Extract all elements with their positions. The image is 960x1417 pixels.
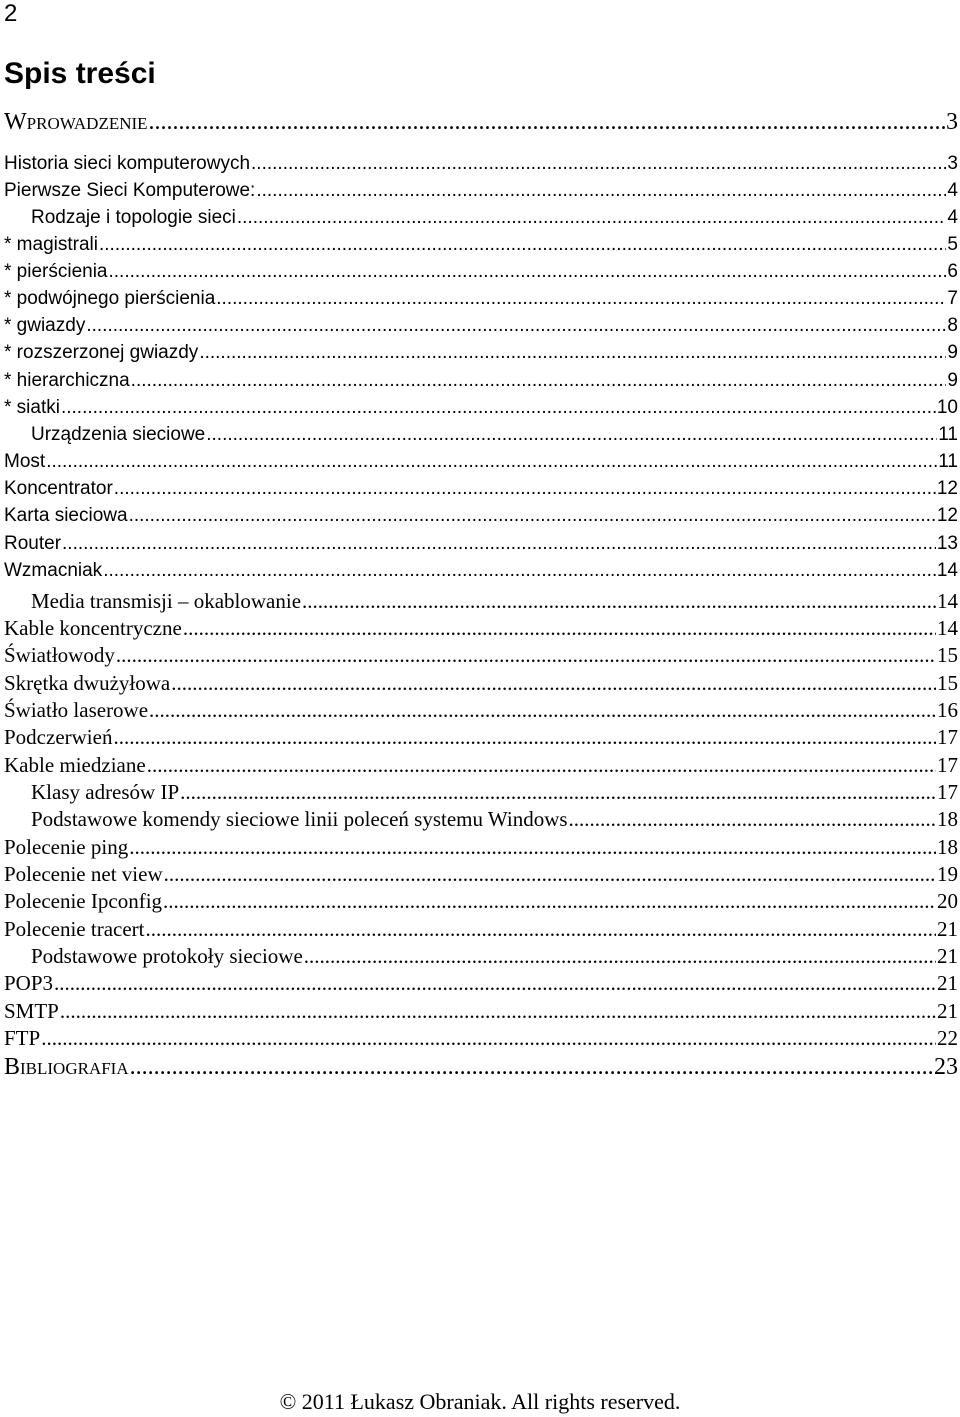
dot-leader <box>199 340 946 366</box>
toc-entry-label: Polecenie Ipconfig <box>4 889 163 913</box>
toc-entry[interactable] <box>4 286 958 312</box>
dot-leader <box>113 724 936 750</box>
toc-entry[interactable] <box>4 368 958 394</box>
toc-entry[interactable] <box>4 943 958 969</box>
toc-entry-page: 16 <box>937 698 958 722</box>
toc-entry-page: 15 <box>937 671 958 695</box>
toc-entry-label: Podstawowe protokoły sieciowe <box>31 944 303 968</box>
toc-entry-page: 11 <box>938 451 958 472</box>
dot-leader <box>302 588 936 614</box>
toc-entry[interactable] <box>4 670 958 696</box>
toc-entry-label: Karta sieciowa <box>4 505 128 526</box>
toc-entry[interactable] <box>4 916 958 942</box>
dot-leader <box>164 861 936 887</box>
toc-entry-page: 8 <box>947 315 958 336</box>
toc-entry-label: * rozszerzonej gwiazdy <box>4 342 199 363</box>
dot-leader <box>569 806 936 832</box>
toc-entry[interactable] <box>4 697 958 723</box>
toc-entry-page: 12 <box>936 505 958 526</box>
toc-entry-label: Koncentrator <box>4 478 113 499</box>
dot-leader <box>54 970 936 996</box>
toc-entry-page: 14 <box>937 589 958 613</box>
dot-leader <box>62 531 936 557</box>
dot-leader <box>103 558 936 584</box>
toc-entry[interactable] <box>4 998 958 1024</box>
toc-entry-label: Wzmacniak <box>4 560 103 581</box>
toc-entry[interactable] <box>4 340 958 366</box>
toc-title: Spis treści <box>4 57 156 90</box>
toc-entry-page: 22 <box>937 1026 958 1050</box>
toc-entry-page: 7 <box>947 288 958 309</box>
dot-leader <box>251 151 946 177</box>
dot-leader <box>60 998 936 1024</box>
toc-entry-page: 17 <box>937 753 958 777</box>
dot-leader <box>86 313 946 339</box>
toc-entry-label: FTP <box>4 1026 41 1050</box>
toc-entry-label: Polecenie tracert <box>4 917 145 941</box>
toc-entry[interactable] <box>4 834 958 860</box>
toc-entry-label: * magistrali <box>4 234 98 255</box>
toc-entry-label: Historia sieci komputerowych <box>4 153 251 174</box>
toc-entry-label: Wprowadzenie <box>4 109 148 135</box>
toc-entry-page: 21 <box>937 944 958 968</box>
toc-entry-label: Most <box>4 451 46 472</box>
toc-entry[interactable] <box>4 970 958 996</box>
toc-entry[interactable] <box>4 395 958 421</box>
toc-entry-page: 9 <box>947 342 958 363</box>
dot-leader <box>163 888 936 914</box>
toc-entry-label: Router <box>4 533 62 554</box>
toc-entry-label: SMTP <box>4 999 59 1023</box>
dot-leader <box>61 395 936 421</box>
dot-leader <box>116 642 936 668</box>
dot-leader <box>131 368 947 394</box>
toc-entry-label: Kable koncentryczne <box>4 616 182 640</box>
toc-entry-label: * siatki <box>4 397 60 418</box>
toc-entry-label: * hierarchiczna <box>4 370 130 391</box>
toc-entry[interactable] <box>4 449 958 475</box>
dot-leader <box>129 503 936 529</box>
toc-entry[interactable] <box>4 588 958 614</box>
toc-entry-label: Klasy adresów IP <box>31 780 180 804</box>
toc-entry-page: 15 <box>937 643 958 667</box>
toc-entry-label: Urządzenia sieciowe <box>31 424 206 445</box>
dot-leader <box>180 779 936 805</box>
toc-entry-page: 19 <box>937 862 958 886</box>
toc-entry-label: Światłowody <box>4 643 115 667</box>
toc-entry-label: Światło laserowe <box>4 698 149 722</box>
page-number: 2 <box>4 0 18 27</box>
toc-entry-label: Bibliografia <box>4 1054 129 1080</box>
toc-entry-label: Rodzaje i topologie sieci <box>31 207 236 228</box>
toc-entry-label: Pierwsze Sieci Komputerowe: <box>4 180 256 201</box>
toc-entry-label: POP3 <box>4 971 54 995</box>
toc-entry[interactable] <box>4 642 958 668</box>
dot-leader <box>149 697 936 723</box>
dot-leader <box>109 259 947 285</box>
toc-entry-label: Kable miedziane <box>4 753 146 777</box>
toc-entry-label: Podstawowe komendy sieciowe linii poleceń systemu Windows <box>31 807 568 831</box>
toc-entry-page: 21 <box>937 971 958 995</box>
dot-leader <box>146 916 937 942</box>
toc-entry-page: 11 <box>938 424 958 445</box>
toc-entry-page: 3 <box>946 109 958 135</box>
dot-leader <box>149 107 945 137</box>
toc-entry-label: Skrętka dwużyłowa <box>4 671 171 695</box>
toc-entry[interactable] <box>4 151 958 177</box>
toc-entry-label: * pierścienia <box>4 261 108 282</box>
toc-entry[interactable] <box>4 107 958 137</box>
dot-leader <box>237 205 947 231</box>
toc-entry-page: 9 <box>947 370 958 391</box>
dot-leader <box>206 422 937 448</box>
toc-entry[interactable] <box>4 476 958 502</box>
toc-entry-page: 23 <box>934 1054 958 1080</box>
toc-entry-page: 4 <box>947 207 958 228</box>
toc-entry-page: 14 <box>936 560 958 581</box>
dot-leader <box>171 670 936 696</box>
toc-entry[interactable] <box>4 888 958 914</box>
toc-entry-page: 21 <box>937 999 958 1023</box>
toc-entry-page: 18 <box>937 835 958 859</box>
toc-entry-label: Media transmisji – okablowanie <box>31 589 302 613</box>
toc-entry[interactable] <box>4 861 958 887</box>
toc-entry[interactable] <box>4 422 958 448</box>
toc-entry-page: 17 <box>937 725 958 749</box>
toc-entry-page: 20 <box>937 889 958 913</box>
toc-entry[interactable] <box>4 752 958 778</box>
copyright-footer: © 2011 Łukasz Obraniak. All rights reserved. <box>279 1389 681 1414</box>
toc-entry-label: Podczerwień <box>4 725 113 749</box>
toc-entry-page: 14 <box>937 616 958 640</box>
toc-entry-label: * gwiazdy <box>4 315 86 336</box>
toc-entry-page: 4 <box>947 180 958 201</box>
toc-entry-label: Polecenie ping <box>4 835 129 859</box>
dot-leader <box>46 449 937 475</box>
toc-entry-page: 6 <box>947 261 958 282</box>
toc-entry-page: 10 <box>936 397 958 418</box>
toc-entry-page: 12 <box>936 478 958 499</box>
toc-entry-page: 21 <box>937 917 958 941</box>
toc-entry-label: Polecenie net view <box>4 862 163 886</box>
toc-entry[interactable] <box>4 313 958 339</box>
dot-leader <box>216 286 946 312</box>
toc-entry-page: 5 <box>947 234 958 255</box>
dot-leader <box>129 834 936 860</box>
toc-entry[interactable] <box>4 615 958 641</box>
dot-leader <box>147 752 936 778</box>
toc-entry[interactable] <box>4 1025 958 1051</box>
dot-leader <box>256 178 946 204</box>
toc-entry[interactable] <box>4 724 958 750</box>
toc-entry[interactable] <box>4 232 958 258</box>
toc-entry-label: * podwójnego pierścienia <box>4 288 216 309</box>
toc-entry[interactable] <box>4 806 958 832</box>
dot-leader <box>304 943 936 969</box>
toc-entry-page: 17 <box>937 780 958 804</box>
dot-leader <box>99 232 946 258</box>
toc-entry[interactable] <box>4 558 958 584</box>
toc-entry[interactable] <box>4 531 958 557</box>
dot-leader <box>183 615 936 641</box>
toc-entry-page: 13 <box>936 533 958 554</box>
toc-entry[interactable] <box>4 178 958 204</box>
toc-entry[interactable] <box>4 503 958 529</box>
dot-leader <box>114 476 936 502</box>
toc-entry[interactable] <box>4 779 958 805</box>
dot-leader <box>41 1025 936 1051</box>
toc-entry[interactable] <box>4 205 958 231</box>
dot-leader <box>130 1052 933 1082</box>
toc-entry[interactable] <box>4 259 958 285</box>
toc-entry-page: 18 <box>937 807 958 831</box>
toc-entry-page: 3 <box>947 153 958 174</box>
toc-entry[interactable] <box>4 1052 958 1082</box>
